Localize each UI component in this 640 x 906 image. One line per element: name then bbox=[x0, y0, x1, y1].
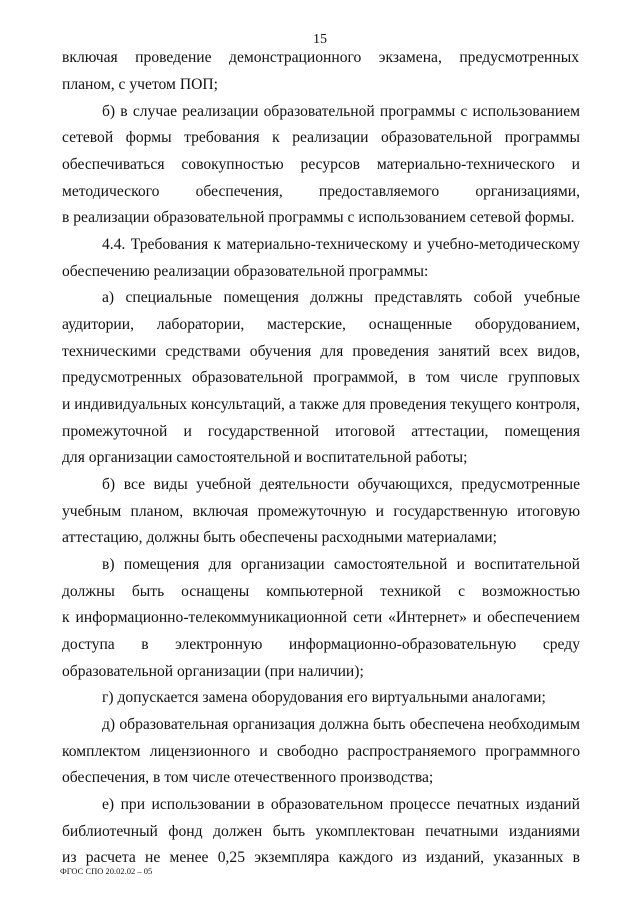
text-line: образовательной организации (при наличии); bbox=[62, 663, 364, 680]
text-line: планом, с учетом ПОП; bbox=[62, 76, 218, 93]
text-line: в) помещения для организации самостоятельной и воспитательной bbox=[102, 556, 580, 573]
text-line: из расчета не менее 0,25 экземпляра каждого из изданий, указанных в bbox=[62, 849, 580, 866]
text-line: обеспечению реализации образовательной программы: bbox=[62, 263, 429, 280]
text-line: 4.4. Требования к материально-техническому и учебно-методическому bbox=[102, 236, 580, 253]
text-line: е) при использовании в образовательном процессе печатных изданий bbox=[102, 796, 580, 813]
text-line: промежуточной и государственной итоговой аттестации, помещения bbox=[62, 423, 580, 440]
text-line: к информационно-телекоммуникационной сети «Интернет» и обеспечением bbox=[62, 609, 580, 626]
text-line: доступа в электронную информационно-образовательную среду bbox=[62, 636, 580, 653]
page-number: 15 bbox=[313, 32, 327, 47]
text-line: включая проведение демонстрационного экзамена, предусмотренных bbox=[62, 49, 579, 66]
text-line: техническими средствами обучения для проведения занятий всех видов, bbox=[62, 343, 580, 360]
text-line: и индивидуальных консультаций, а также для проведения текущего контроля, bbox=[62, 396, 580, 413]
text-line: сетевой формы требования к реализации образовательной программы bbox=[62, 129, 580, 146]
text-line: комплектом лицензионного и свободно распространяемого программного bbox=[62, 743, 580, 760]
footer-document-code: ФГОС СПО 20.02.02 – 05 bbox=[60, 866, 153, 876]
text-line: библиотечный фонд должен быть укомплектован печатными изданиями bbox=[62, 823, 580, 840]
text-line: должны быть оснащены компьютерной техникой с возможностью bbox=[62, 583, 580, 600]
text-line: обеспечиваться совокупностью ресурсов материально-технического и bbox=[62, 156, 580, 173]
text-line: б) в случае реализации образовательной программы с использованием bbox=[102, 103, 580, 120]
text-line: а) специальные помещения должны представлять собой учебные bbox=[102, 289, 580, 306]
text-line: в реализации образовательной программы с использованием сетевой формы. bbox=[62, 209, 575, 226]
text-line: г) допускается замена оборудования его виртуальными аналогами; bbox=[102, 689, 546, 706]
text-line: б) все виды учебной деятельности обучающихся, предусмотренные bbox=[102, 476, 580, 493]
text-line: предусмотренных образовательной программой, в том числе групповых bbox=[62, 369, 580, 386]
text-line: учебным планом, включая промежуточную и государственную итоговую bbox=[62, 503, 580, 520]
text-line: д) образовательная организация должна быть обеспечена необходимым bbox=[102, 716, 580, 733]
text-line: аттестацию, должны быть обеспечены расходными материалами; bbox=[62, 529, 497, 546]
text-line: обеспечения, в том числе отечественного производства; bbox=[62, 769, 434, 786]
text-line: методического обеспечения, предоставляемого организациями, bbox=[62, 183, 580, 200]
text-line: аудитории, лаборатории, мастерские, оснащенные оборудованием, bbox=[62, 316, 580, 333]
text-line: для организации самостоятельной и воспитательной работы; bbox=[62, 449, 468, 466]
